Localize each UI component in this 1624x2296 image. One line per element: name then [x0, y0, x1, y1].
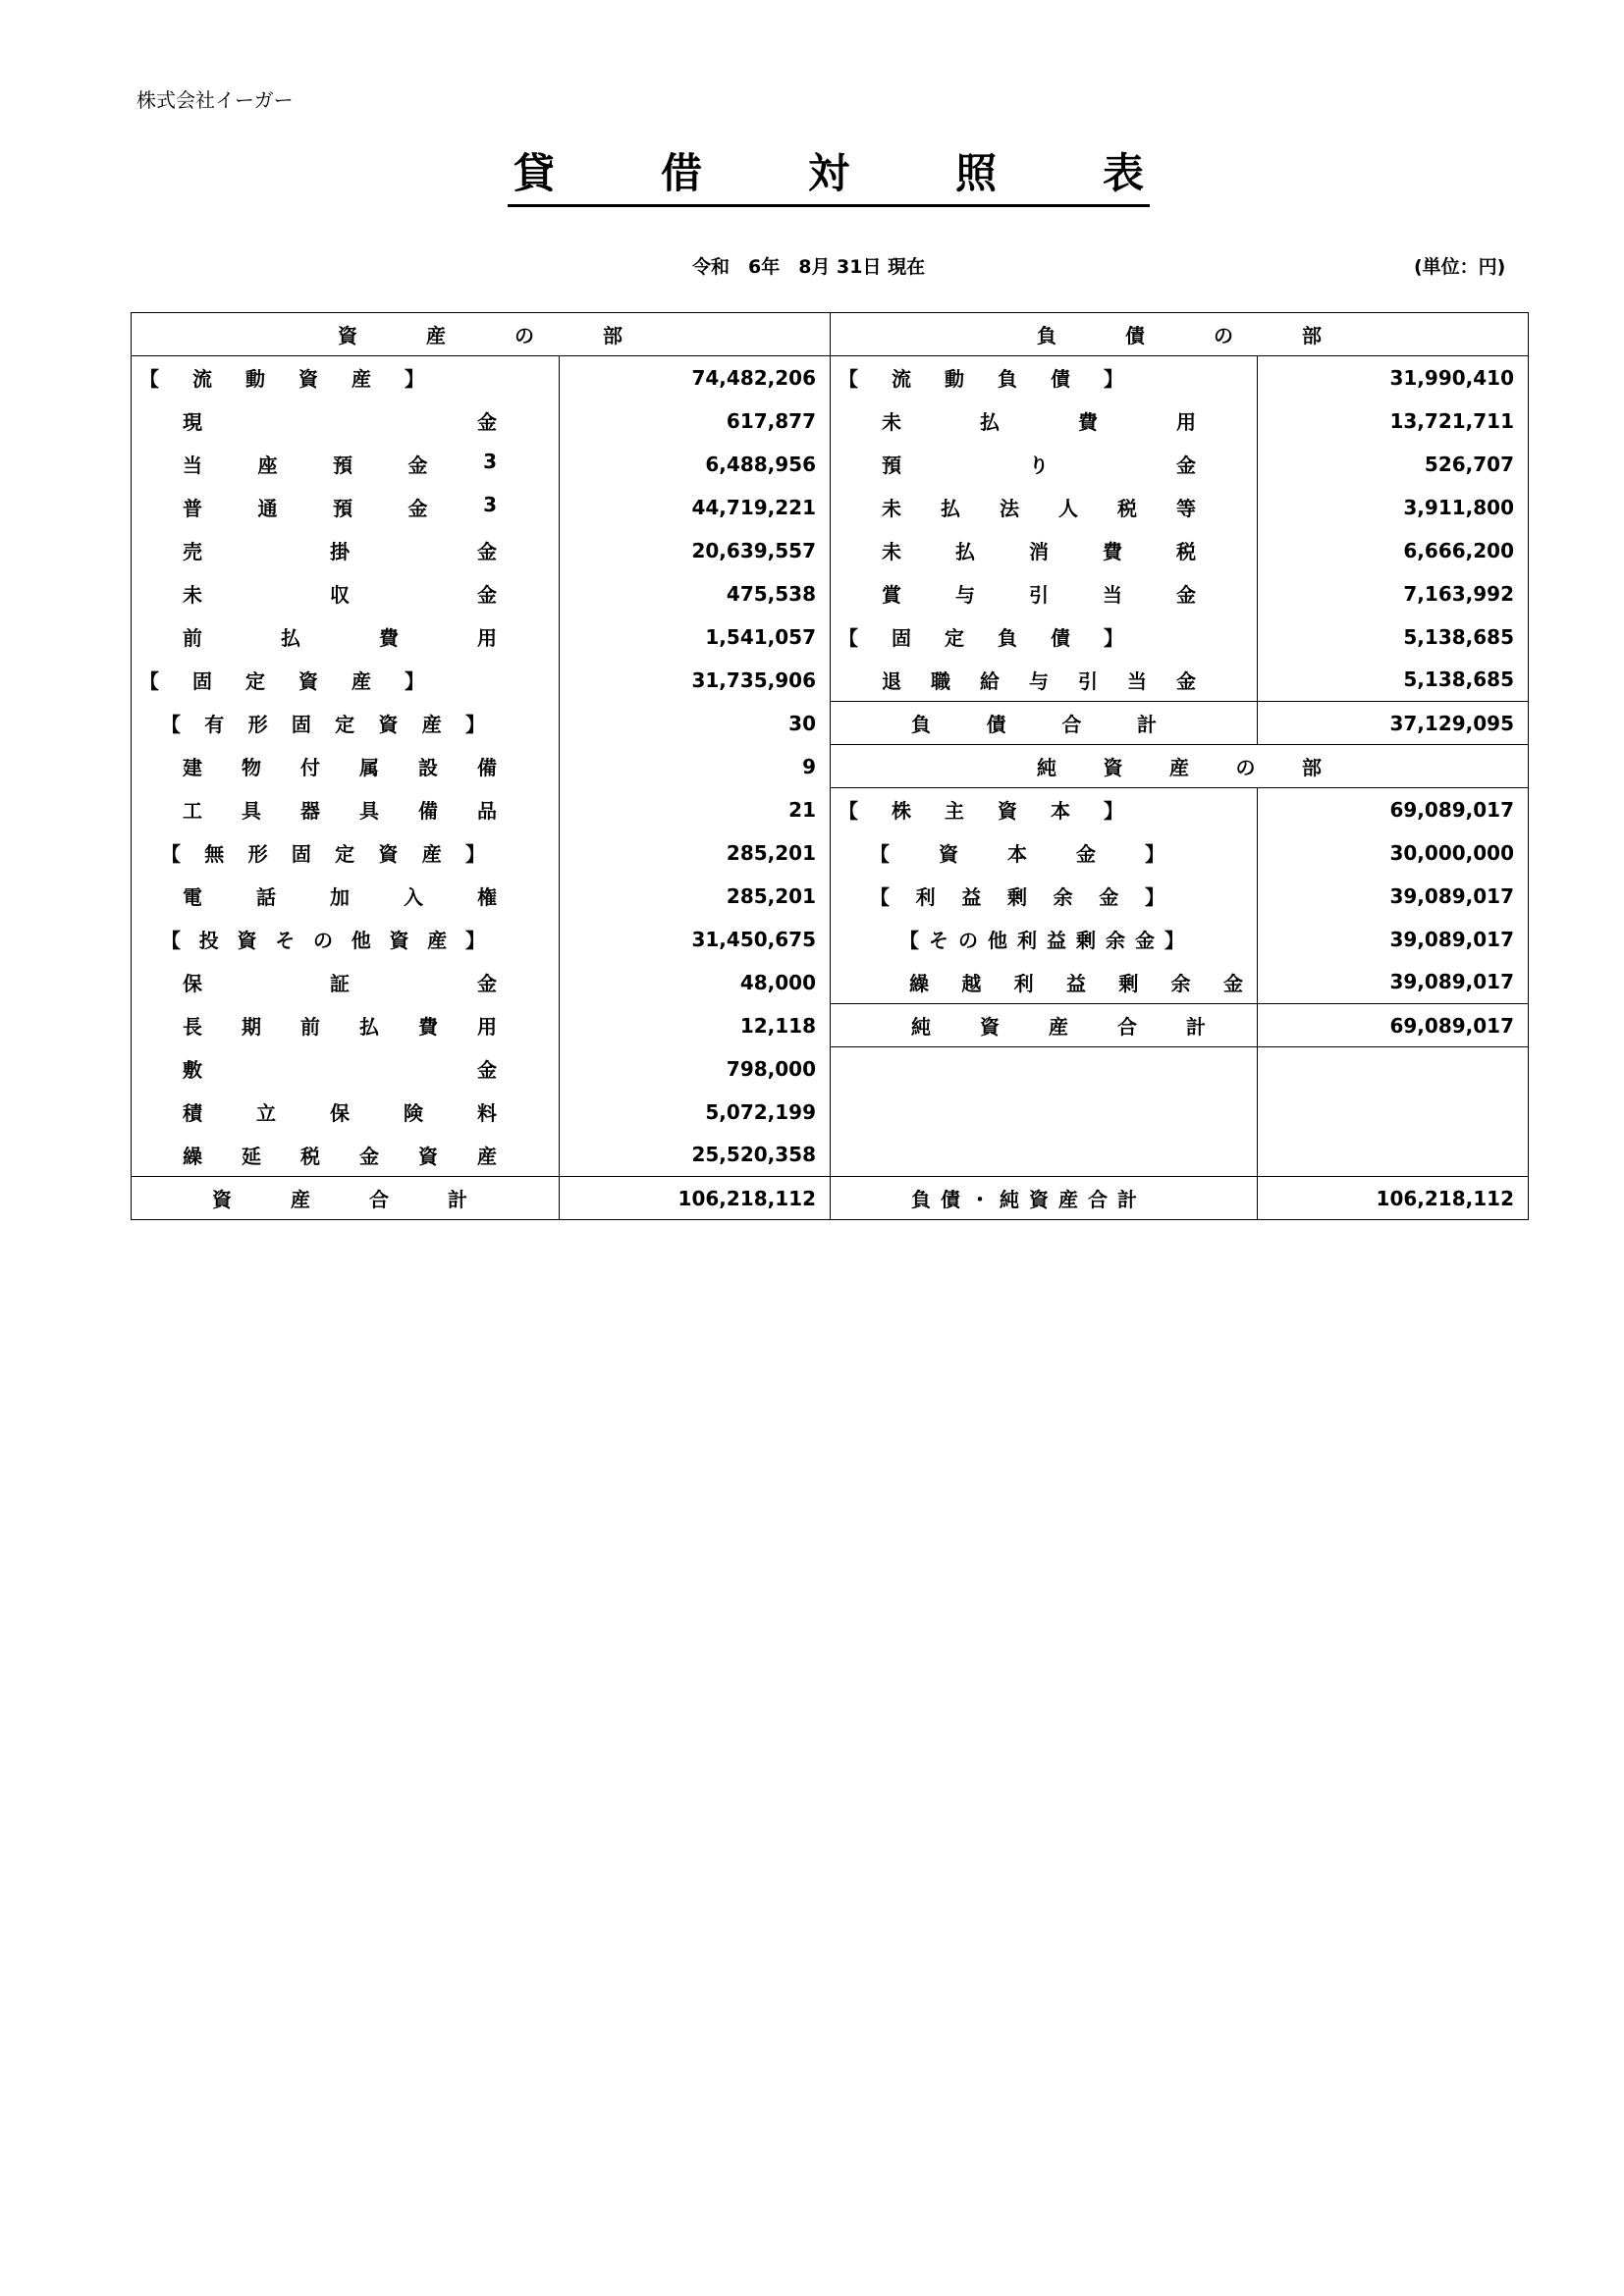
- asset-item-amount: 1,541,057: [560, 615, 831, 659]
- asset-item-label: 【 有 形 固 定 資 産 】: [132, 702, 560, 745]
- liability-item-label: 未 払 法 人 税 等: [831, 486, 1258, 529]
- liability-item-label: 【 株 主 資 本 】: [831, 788, 1258, 831]
- table-row: [132, 400, 1529, 443]
- asset-item-label: 現 金: [132, 400, 560, 443]
- asset-item-amount: 5,072,199: [560, 1091, 831, 1134]
- as-of-date: 令和 6年 8月 31日 現在: [692, 256, 926, 278]
- asset-item-amount: 44,719,221: [560, 486, 831, 529]
- asset-item-amount: 475,538: [560, 572, 831, 615]
- table-row: [132, 788, 1529, 831]
- asset-item-label: 電 話 加 入 権: [132, 875, 560, 918]
- asset-item-amount: 74,482,206: [560, 356, 831, 400]
- asset-item-amount: 31,735,906: [560, 659, 831, 702]
- liability-item-amount: 3,911,800: [1258, 486, 1529, 529]
- table-row: [132, 961, 1529, 1004]
- asset-item-amount: 285,201: [560, 831, 831, 875]
- table-row: [132, 875, 1529, 918]
- table-row: [132, 615, 1529, 659]
- empty-cell: [1258, 1047, 1529, 1091]
- empty-cell: [831, 1134, 1258, 1177]
- table-row: [132, 572, 1529, 615]
- table-row: [132, 831, 1529, 875]
- table-row: [132, 659, 1529, 702]
- asset-item-amount: 6,488,956: [560, 443, 831, 486]
- table-row: [132, 1091, 1529, 1134]
- asset-item-amount: 20,639,557: [560, 529, 831, 572]
- assets-total-label: 資 産 合 計: [132, 1177, 560, 1220]
- liability-item-amount: 13,721,711: [1258, 400, 1529, 443]
- liability-item-label: 【 流 動 負 債 】: [831, 356, 1258, 400]
- asset-item-label: 【 固 定 資 産 】: [132, 659, 560, 702]
- liability-item-label: 賞 与 引 当 金: [831, 572, 1258, 615]
- balance-sheet-table: [131, 312, 1529, 1220]
- asset-item-label: 【 流 動 資 産 】: [132, 356, 560, 400]
- liability-item-label: 繰 越 利 益 剰 余 金: [831, 961, 1258, 1004]
- table-row: [132, 702, 1529, 745]
- liability-item-amount: 30,000,000: [1258, 831, 1529, 875]
- liability-item-label: 退 職 給 与 引 当 金: [831, 659, 1258, 702]
- liability-item-amount: 39,089,017: [1258, 918, 1529, 961]
- empty-cell: [1258, 1091, 1529, 1134]
- asset-item-amount: 12,118: [560, 1004, 831, 1047]
- asset-item-label: 繰 延 税 金 資 産: [132, 1134, 560, 1177]
- table-row: [132, 529, 1529, 572]
- table-row: [132, 1134, 1529, 1177]
- table-row: [132, 1047, 1529, 1091]
- asset-item-label: 当 座 預 金 3: [132, 443, 560, 486]
- assets-total-amount: 106,218,112: [560, 1177, 831, 1220]
- title-char: 表: [1102, 149, 1144, 197]
- empty-cell: [831, 1091, 1258, 1134]
- asset-item-label: 未 収 金: [132, 572, 560, 615]
- asset-item-label: 保 証 金: [132, 961, 560, 1004]
- empty-cell: [831, 1047, 1258, 1091]
- asset-item-label: 【 投 資 そ の 他 資 産 】: [132, 918, 560, 961]
- liability-item-amount: 39,089,017: [1258, 961, 1529, 1004]
- asset-item-amount: 25,520,358: [560, 1134, 831, 1177]
- liability-item-amount: 6,666,200: [1258, 529, 1529, 572]
- liability-item-label: 【 資 本 金 】: [831, 831, 1258, 875]
- grand-total-amount: 106,218,112: [1258, 1177, 1529, 1220]
- asset-item-label: 工 具 器 具 備 品: [132, 788, 560, 831]
- title-char: 貸: [514, 149, 556, 197]
- asset-item-amount: 21: [560, 788, 831, 831]
- net-assets-total-label: 純 資 産 合 計: [831, 1004, 1258, 1047]
- table-row: [132, 745, 1529, 788]
- liability-item-label: 預 り 金: [831, 443, 1258, 486]
- liabilities-net-assets-total-label: 負債・純資産合計: [831, 1177, 1258, 1220]
- title-char: 借: [660, 149, 702, 197]
- asset-item-label: 【 無 形 固 定 資 産 】: [132, 831, 560, 875]
- table-row: [132, 443, 1529, 486]
- asset-item-amount: 798,000: [560, 1047, 831, 1091]
- liability-item-amount: 5,138,685: [1258, 659, 1529, 702]
- document-title: [508, 147, 1150, 207]
- table-row: [132, 1004, 1529, 1047]
- asset-item-label: 積 立 保 険 料: [132, 1091, 560, 1134]
- liability-item-amount: 31,990,410: [1258, 356, 1529, 400]
- liability-item-label: 【 利 益 剰 余 金 】: [831, 875, 1258, 918]
- liability-item-amount: 7,163,992: [1258, 572, 1529, 615]
- liabilities-total-label: 負 債 合 計: [831, 702, 1258, 745]
- grand-total-row: [132, 1177, 1529, 1220]
- liability-item-label: 未 払 費 用: [831, 400, 1258, 443]
- unit-label: (単位：円): [1414, 256, 1506, 278]
- empty-cell: [1258, 1134, 1529, 1177]
- asset-item-label: 売 掛 金: [132, 529, 560, 572]
- net-assets-total-amount: 69,089,017: [1258, 1004, 1529, 1047]
- table-row: [132, 356, 1529, 400]
- asset-item-amount: 48,000: [560, 961, 831, 1004]
- asset-item-amount: 31,450,675: [560, 918, 831, 961]
- assets-section-header: 資 産 の 部: [132, 313, 831, 356]
- title-char: 照: [954, 149, 997, 197]
- liability-item-amount: 5,138,685: [1258, 615, 1529, 659]
- asset-item-label: 敷 金: [132, 1047, 560, 1091]
- asset-item-amount: 285,201: [560, 875, 831, 918]
- liabilities-section-header: 負 債 の 部: [831, 313, 1529, 356]
- company-name: 株式会社イーガー: [136, 88, 294, 112]
- liability-item-label: 【 固 定 負 債 】: [831, 615, 1258, 659]
- liabilities-total-amount: 37,129,095: [1258, 702, 1529, 745]
- asset-item-label: 長 期 前 払 費 用: [132, 1004, 560, 1047]
- table-row: [132, 486, 1529, 529]
- liability-item-label: 【 そ の 他 利 益 剰 余 金 】: [831, 918, 1258, 961]
- liability-item-amount: 69,089,017: [1258, 788, 1529, 831]
- asset-item-label: 普 通 預 金 3: [132, 486, 560, 529]
- table-row: [132, 918, 1529, 961]
- title-char: 対: [807, 149, 849, 197]
- liability-item-label: 未 払 消 費 税: [831, 529, 1258, 572]
- asset-item-amount: 617,877: [560, 400, 831, 443]
- liability-item-amount: 39,089,017: [1258, 875, 1529, 918]
- asset-item-label: 前 払 費 用: [132, 615, 560, 659]
- net-assets-section-header: 純 資 産 の 部: [831, 745, 1529, 788]
- section-header-row: [132, 313, 1529, 356]
- liability-item-amount: 526,707: [1258, 443, 1529, 486]
- asset-item-amount: 30: [560, 702, 831, 745]
- asset-item-amount: 9: [560, 745, 831, 788]
- asset-item-label: 建 物 付 属 設 備: [132, 745, 560, 788]
